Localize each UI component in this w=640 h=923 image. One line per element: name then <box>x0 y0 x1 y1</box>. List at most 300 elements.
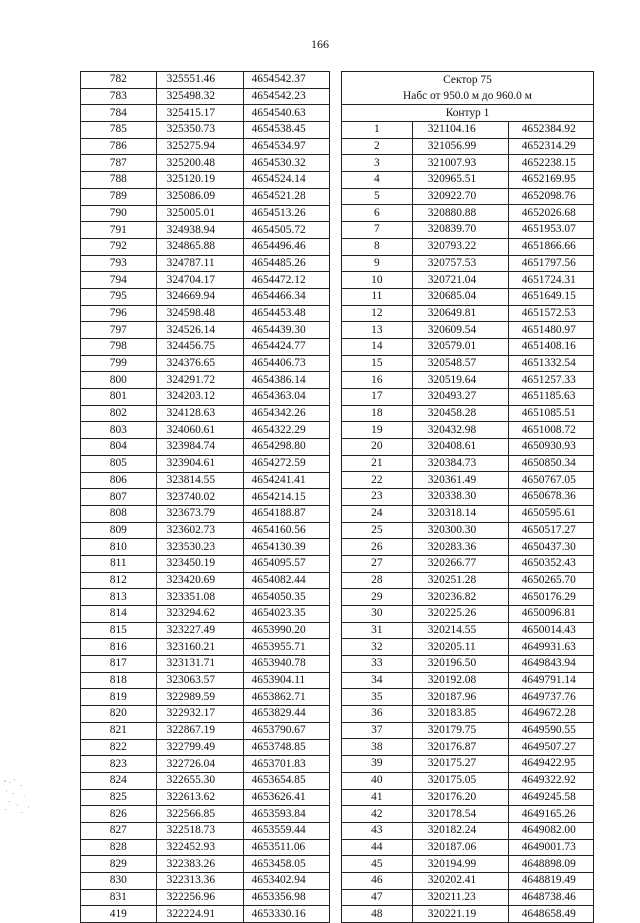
y-coordinate: 4653330.16 <box>243 906 329 923</box>
y-coordinate: 4653626.41 <box>243 789 329 806</box>
x-coordinate: 325120.19 <box>156 172 243 189</box>
x-coordinate: 323420.69 <box>156 572 243 589</box>
y-coordinate: 4650096.81 <box>508 605 593 622</box>
table-row <box>342 789 594 806</box>
table-row <box>342 439 594 456</box>
coordinates-table-left <box>80 71 330 923</box>
y-coordinate: 4650437.30 <box>508 539 593 556</box>
point-number: 790 <box>81 205 157 222</box>
point-number: 9 <box>342 255 413 272</box>
x-coordinate: 325415.17 <box>156 105 243 122</box>
point-number: 787 <box>81 155 157 172</box>
table-row <box>81 372 330 389</box>
table-row <box>81 155 330 172</box>
y-coordinate: 4654530.32 <box>243 155 329 172</box>
table-row <box>81 238 330 255</box>
table-row <box>81 839 330 856</box>
table-row <box>81 656 330 673</box>
point-number: 817 <box>81 656 157 673</box>
table-row <box>342 872 594 889</box>
table-row <box>342 772 594 789</box>
y-coordinate: 4652098.76 <box>508 188 593 205</box>
x-coordinate: 320183.85 <box>412 706 508 723</box>
y-coordinate: 4653955.71 <box>243 639 329 656</box>
y-coordinate: 4654095.57 <box>243 555 329 572</box>
y-coordinate: 4651866.66 <box>508 238 593 255</box>
point-number: 828 <box>81 839 157 856</box>
x-coordinate: 323530.23 <box>156 539 243 556</box>
point-number: 21 <box>342 455 413 472</box>
y-coordinate: 4649422.95 <box>508 756 593 773</box>
point-number: 793 <box>81 255 157 272</box>
y-coordinate: 4653356.98 <box>243 889 329 906</box>
x-coordinate: 323351.08 <box>156 589 243 606</box>
point-number: 829 <box>81 856 157 873</box>
x-coordinate: 320609.54 <box>412 322 508 339</box>
y-coordinate: 4653990.20 <box>243 622 329 639</box>
point-number: 22 <box>342 472 413 489</box>
table-row <box>81 172 330 189</box>
y-coordinate: 4654406.73 <box>243 355 329 372</box>
y-coordinate: 4648898.09 <box>508 856 593 873</box>
table-row <box>342 338 594 355</box>
table-row <box>342 555 594 572</box>
x-coordinate: 324938.94 <box>156 222 243 239</box>
table-row <box>81 305 330 322</box>
point-number: 805 <box>81 455 157 472</box>
y-coordinate: 4649931.63 <box>508 639 593 656</box>
x-coordinate: 325086.09 <box>156 188 243 205</box>
table-row <box>81 806 330 823</box>
x-coordinate: 322313.36 <box>156 873 243 890</box>
y-coordinate: 4652169.95 <box>508 172 593 189</box>
x-coordinate: 323063.57 <box>156 672 243 689</box>
x-coordinate: 322655.30 <box>156 772 243 789</box>
point-number: 785 <box>81 122 157 139</box>
point-number: 830 <box>81 873 157 890</box>
table-row <box>342 806 594 823</box>
y-coordinate: 4651572.53 <box>508 305 593 322</box>
point-number: 16 <box>342 372 413 389</box>
x-coordinate: 320176.87 <box>412 739 508 756</box>
point-number: 11 <box>342 288 413 305</box>
y-coordinate: 4650014.43 <box>508 622 593 639</box>
x-coordinate: 320187.96 <box>412 689 508 706</box>
table-row <box>81 72 330 89</box>
x-coordinate: 323814.55 <box>156 472 243 489</box>
point-number: 792 <box>81 238 157 255</box>
y-coordinate: 4649322.92 <box>508 772 593 789</box>
table-row <box>342 122 594 139</box>
x-coordinate: 322224.91 <box>156 906 243 923</box>
point-number: 2 <box>342 138 413 155</box>
table-row <box>342 622 594 639</box>
x-coordinate: 320757.53 <box>412 255 508 272</box>
y-coordinate: 4651008.72 <box>508 422 593 439</box>
x-coordinate: 324376.65 <box>156 355 243 372</box>
table-row <box>81 555 330 572</box>
x-coordinate: 320408.61 <box>412 439 508 456</box>
y-coordinate: 4654439.30 <box>243 322 329 339</box>
x-coordinate: 321007.93 <box>412 155 508 172</box>
y-coordinate: 4654322.29 <box>243 422 329 439</box>
x-coordinate: 322383.26 <box>156 856 243 873</box>
table-row <box>342 222 594 239</box>
y-coordinate: 4654130.39 <box>243 539 329 556</box>
table-row <box>81 873 330 890</box>
table-row <box>342 656 594 673</box>
point-number: 820 <box>81 706 157 723</box>
x-coordinate: 323294.62 <box>156 606 243 623</box>
table-row <box>342 138 594 155</box>
table-row <box>81 789 330 806</box>
point-number: 47 <box>342 889 413 906</box>
table-row <box>81 505 330 522</box>
table-row <box>342 856 594 873</box>
y-coordinate: 4649672.28 <box>508 706 593 723</box>
point-number: 40 <box>342 772 413 789</box>
point-number: 18 <box>342 405 413 422</box>
x-coordinate: 324669.94 <box>156 288 243 305</box>
point-number: 23 <box>342 489 413 506</box>
table-row <box>342 472 594 489</box>
y-coordinate: 4653748.85 <box>243 739 329 756</box>
y-coordinate: 4654050.35 <box>243 589 329 606</box>
y-coordinate: 4653904.11 <box>243 672 329 689</box>
x-coordinate: 320548.57 <box>412 355 508 372</box>
point-number: 25 <box>342 522 413 539</box>
point-number: 789 <box>81 188 157 205</box>
x-coordinate: 325200.48 <box>156 155 243 172</box>
x-coordinate: 320178.54 <box>412 806 508 823</box>
point-number: 804 <box>81 439 157 456</box>
x-coordinate: 324865.88 <box>156 238 243 255</box>
table-row <box>342 305 594 322</box>
point-number: 803 <box>81 422 157 439</box>
contour-row <box>342 105 594 122</box>
y-coordinate: 4654363.04 <box>243 389 329 406</box>
x-coordinate: 323450.19 <box>156 555 243 572</box>
point-number: 813 <box>81 589 157 606</box>
x-coordinate: 320182.24 <box>412 822 508 839</box>
y-coordinate: 4650678.36 <box>508 489 593 506</box>
y-coordinate: 4653511.06 <box>243 839 329 856</box>
x-coordinate: 324203.12 <box>156 389 243 406</box>
x-coordinate: 320880.88 <box>412 205 508 222</box>
point-number: 36 <box>342 706 413 723</box>
point-number: 7 <box>342 222 413 239</box>
table-row <box>342 539 594 556</box>
point-number: 1 <box>342 122 413 139</box>
table-row <box>342 322 594 339</box>
point-number: 796 <box>81 305 157 322</box>
x-coordinate: 320175.05 <box>412 772 508 789</box>
y-coordinate: 4650176.29 <box>508 589 593 606</box>
table-row <box>342 255 594 272</box>
x-coordinate: 320176.20 <box>412 789 508 806</box>
y-coordinate: 4654272.59 <box>243 455 329 472</box>
scanner-stamp-mark <box>2 776 38 816</box>
y-coordinate: 4650517.27 <box>508 522 593 539</box>
x-coordinate: 320251.28 <box>412 572 508 589</box>
y-coordinate: 4654214.15 <box>243 489 329 506</box>
table-row <box>81 88 330 105</box>
point-number: 30 <box>342 605 413 622</box>
table-row <box>81 889 330 906</box>
x-coordinate: 320194.99 <box>412 856 508 873</box>
table-row <box>81 606 330 623</box>
table-row <box>81 255 330 272</box>
x-coordinate: 320179.75 <box>412 722 508 739</box>
y-coordinate: 4654538.45 <box>243 122 329 139</box>
point-number: 8 <box>342 238 413 255</box>
table-row <box>342 372 594 389</box>
x-coordinate: 325350.73 <box>156 122 243 139</box>
point-number: 784 <box>81 105 157 122</box>
x-coordinate: 324787.11 <box>156 255 243 272</box>
x-coordinate: 320192.08 <box>412 672 508 689</box>
y-coordinate: 4654524.14 <box>243 172 329 189</box>
point-number: 808 <box>81 505 157 522</box>
y-coordinate: 4651408.16 <box>508 338 593 355</box>
point-number: 809 <box>81 522 157 539</box>
x-coordinate: 320175.27 <box>412 756 508 773</box>
table-row <box>81 539 330 556</box>
y-coordinate: 4648658.49 <box>508 906 593 923</box>
table-row <box>81 689 330 706</box>
y-coordinate: 4649507.27 <box>508 739 593 756</box>
y-coordinate: 4654298.80 <box>243 439 329 456</box>
table-row <box>81 339 330 356</box>
x-coordinate: 320384.73 <box>412 455 508 472</box>
table-row <box>342 889 594 906</box>
point-number: 419 <box>81 906 157 923</box>
table-row <box>342 489 594 506</box>
table-row <box>342 422 594 439</box>
table-row <box>81 772 330 789</box>
y-coordinate: 4648738.46 <box>508 889 593 906</box>
y-coordinate: 4649165.26 <box>508 806 593 823</box>
x-coordinate: 323740.02 <box>156 489 243 506</box>
point-number: 6 <box>342 205 413 222</box>
y-coordinate: 4652314.29 <box>508 138 593 155</box>
x-coordinate: 324456.75 <box>156 339 243 356</box>
y-coordinate: 4654542.23 <box>243 88 329 105</box>
x-coordinate: 322518.73 <box>156 822 243 839</box>
point-number: 35 <box>342 689 413 706</box>
point-number: 44 <box>342 839 413 856</box>
x-coordinate: 320721.04 <box>412 272 508 289</box>
table-row <box>81 389 330 406</box>
x-coordinate: 320214.55 <box>412 622 508 639</box>
point-number: 788 <box>81 172 157 189</box>
table-row <box>81 906 330 923</box>
x-coordinate: 320649.81 <box>412 305 508 322</box>
y-coordinate: 4650595.61 <box>508 505 593 522</box>
table-row <box>342 639 594 656</box>
point-number: 819 <box>81 689 157 706</box>
table-row <box>342 706 594 723</box>
x-coordinate: 322613.62 <box>156 789 243 806</box>
table-row <box>81 439 330 456</box>
y-coordinate: 4654496.46 <box>243 238 329 255</box>
point-number: 39 <box>342 756 413 773</box>
y-coordinate: 4654485.26 <box>243 255 329 272</box>
table-row <box>342 455 594 472</box>
point-number: 38 <box>342 739 413 756</box>
y-coordinate: 4651257.33 <box>508 372 593 389</box>
contour-label: Контур 1 <box>342 105 594 122</box>
x-coordinate: 320236.82 <box>412 589 508 606</box>
sector-title-row <box>342 72 594 89</box>
y-coordinate: 4649737.76 <box>508 689 593 706</box>
table-row <box>81 422 330 439</box>
table-row <box>81 622 330 639</box>
y-coordinate: 4654466.34 <box>243 288 329 305</box>
y-coordinate: 4650930.93 <box>508 439 593 456</box>
point-number: 800 <box>81 372 157 389</box>
y-coordinate: 4654386.14 <box>243 372 329 389</box>
table-row <box>81 739 330 756</box>
x-coordinate: 320965.51 <box>412 172 508 189</box>
y-coordinate: 4649791.14 <box>508 672 593 689</box>
table-row <box>81 706 330 723</box>
point-number: 824 <box>81 772 157 789</box>
x-coordinate: 320685.04 <box>412 288 508 305</box>
y-coordinate: 4651724.31 <box>508 272 593 289</box>
table-row <box>342 405 594 422</box>
x-coordinate: 320221.19 <box>412 906 508 923</box>
table-row <box>81 822 330 839</box>
y-coordinate: 4651649.15 <box>508 288 593 305</box>
x-coordinate: 322452.93 <box>156 839 243 856</box>
x-coordinate: 320187.06 <box>412 839 508 856</box>
x-coordinate: 320283.36 <box>412 539 508 556</box>
y-coordinate: 4651085.51 <box>508 405 593 422</box>
y-coordinate: 4649245.58 <box>508 789 593 806</box>
x-coordinate: 320579.01 <box>412 338 508 355</box>
point-number: 37 <box>342 722 413 739</box>
x-coordinate: 320793.22 <box>412 238 508 255</box>
table-row <box>342 605 594 622</box>
x-coordinate: 320338.30 <box>412 489 508 506</box>
table-row <box>342 572 594 589</box>
x-coordinate: 320202.41 <box>412 872 508 889</box>
table-row <box>81 222 330 239</box>
x-coordinate: 320361.49 <box>412 472 508 489</box>
x-coordinate: 323984.74 <box>156 439 243 456</box>
y-coordinate: 4654188.87 <box>243 505 329 522</box>
table-row <box>342 522 594 539</box>
table-row <box>342 822 594 839</box>
table-row <box>81 572 330 589</box>
point-number: 24 <box>342 505 413 522</box>
table-row <box>81 138 330 155</box>
y-coordinate: 4649082.00 <box>508 822 593 839</box>
y-coordinate: 4653790.67 <box>243 722 329 739</box>
y-coordinate: 4654160.56 <box>243 522 329 539</box>
point-number: 34 <box>342 672 413 689</box>
sector-title: Сектор 75 <box>342 72 594 89</box>
y-coordinate: 4651953.07 <box>508 222 593 239</box>
x-coordinate: 321056.99 <box>412 138 508 155</box>
x-coordinate: 323227.49 <box>156 622 243 639</box>
point-number: 17 <box>342 389 413 406</box>
y-coordinate: 4649001.73 <box>508 839 593 856</box>
table-row <box>81 722 330 739</box>
point-number: 43 <box>342 822 413 839</box>
point-number: 798 <box>81 339 157 356</box>
y-coordinate: 4653402.94 <box>243 873 329 890</box>
x-coordinate: 324291.72 <box>156 372 243 389</box>
point-number: 806 <box>81 472 157 489</box>
table-row <box>342 505 594 522</box>
table-row <box>342 839 594 856</box>
coordinates-table-right <box>341 71 594 923</box>
y-coordinate: 4650265.70 <box>508 572 593 589</box>
x-coordinate: 322932.17 <box>156 706 243 723</box>
point-number: 42 <box>342 806 413 823</box>
table-row <box>81 856 330 873</box>
x-coordinate: 322867.19 <box>156 722 243 739</box>
y-coordinate: 4654342.26 <box>243 405 329 422</box>
point-number: 46 <box>342 872 413 889</box>
table-row <box>342 906 594 923</box>
x-coordinate: 320266.77 <box>412 555 508 572</box>
y-coordinate: 4653940.78 <box>243 656 329 673</box>
x-coordinate: 320922.70 <box>412 188 508 205</box>
x-coordinate: 320839.70 <box>412 222 508 239</box>
y-coordinate: 4650850.34 <box>508 455 593 472</box>
table-row <box>81 489 330 506</box>
point-number: 12 <box>342 305 413 322</box>
point-number: 815 <box>81 622 157 639</box>
x-coordinate: 322256.96 <box>156 889 243 906</box>
y-coordinate: 4654540.63 <box>243 105 329 122</box>
table-row <box>81 589 330 606</box>
point-number: 799 <box>81 355 157 372</box>
y-coordinate: 4654424.77 <box>243 339 329 356</box>
y-coordinate: 4654453.48 <box>243 305 329 322</box>
table-row <box>342 288 594 305</box>
x-coordinate: 322726.04 <box>156 756 243 773</box>
table-row <box>342 238 594 255</box>
point-number: 794 <box>81 272 157 289</box>
x-coordinate: 323131.71 <box>156 656 243 673</box>
point-number: 19 <box>342 422 413 439</box>
x-coordinate: 320318.14 <box>412 505 508 522</box>
table-row <box>342 722 594 739</box>
x-coordinate: 320225.26 <box>412 605 508 622</box>
x-coordinate: 324598.48 <box>156 305 243 322</box>
point-number: 821 <box>81 722 157 739</box>
table-row <box>81 322 330 339</box>
x-coordinate: 322989.59 <box>156 689 243 706</box>
y-coordinate: 4653458.05 <box>243 856 329 873</box>
x-coordinate: 322566.85 <box>156 806 243 823</box>
x-coordinate: 325005.01 <box>156 205 243 222</box>
point-number: 45 <box>342 856 413 873</box>
point-number: 814 <box>81 606 157 623</box>
x-coordinate: 323602.73 <box>156 522 243 539</box>
point-number: 48 <box>342 906 413 923</box>
table-row <box>342 205 594 222</box>
y-coordinate: 4654505.72 <box>243 222 329 239</box>
table-row <box>342 355 594 372</box>
y-coordinate: 4653862.71 <box>243 689 329 706</box>
point-number: 827 <box>81 822 157 839</box>
y-coordinate: 4648819.49 <box>508 872 593 889</box>
